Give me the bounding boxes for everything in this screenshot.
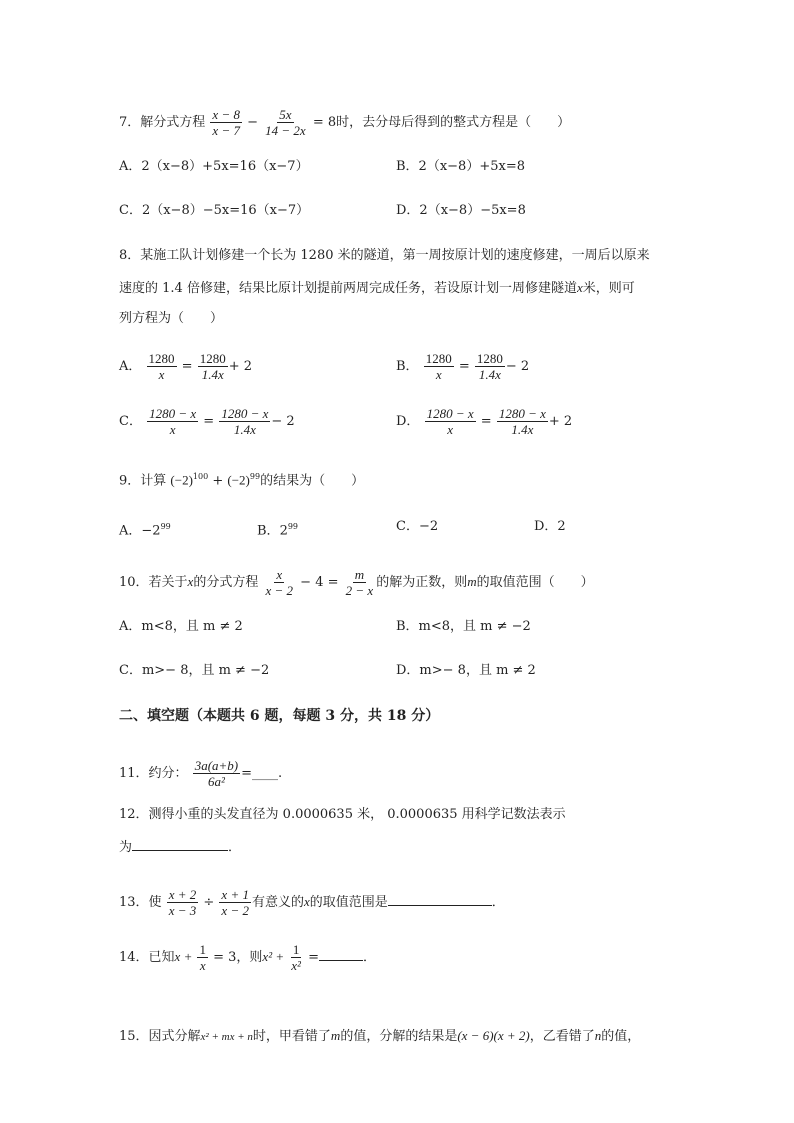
q10-option-a: A．m<8，且 m ≠ 2 <box>119 619 243 634</box>
q9-option-a: A．$-2^{99}$ <box>119 522 171 539</box>
q7-fraction-2: $\frac{5x}{14 - 2x}$ <box>265 107 306 138</box>
question-13: 13．使 $\frac{x + 2}{x - 3}$ ÷ $\frac{x + 1}{x - 2}$ 有意义的x的取值范围是 ． <box>119 887 505 918</box>
q7-prefix: 7．解分式方程 <box>119 115 206 130</box>
question-11: 11．约分： $\frac{3a(a+b)}{\text{6a²}}$ =____. <box>119 758 283 789</box>
q13-answer-blank[interactable] <box>388 893 492 906</box>
q8-option-c: C． $\frac{1280 - x}{x}$ = $\frac{1280 - x}{1.4x}$ − 2 <box>119 406 295 437</box>
q7-option-b: B．2（x−8）+5x=8 <box>396 159 525 174</box>
section-2-heading: 二、填空题（本题共 6 题，每题 3 分，共 18 分） <box>119 708 440 724</box>
q10-option-c: C．m>− 8，且 m ≠ −2 <box>119 663 270 678</box>
q10-option-d: D．m>− 8，且 m ≠ 2 <box>396 663 536 678</box>
q8-line-3: 列方程为（ ） <box>119 311 224 326</box>
q7-option-c: C．2（x−8）−5x=16（x−7） <box>119 203 310 218</box>
question-15: 15．因式分解x² + mx + n时，甲看错了m的值，分解的结果是(x − 6)(x + 2)，乙看错了n的值， <box>119 1028 641 1044</box>
q12-line-2: 为 ． <box>119 840 242 855</box>
q7-suffix: 时，去分母后得到的整式方程是（ ） <box>336 115 571 130</box>
question-14: 14．已知x + $\frac{1}{x}$ = 3，则x² + $\frac{1}{\text{x²}}$ = ． <box>119 942 376 973</box>
q8-line-2: 速度的 1.4 倍修建，结果比原计划提前两周完成任务，若设原计划一周修建隧道x米，则可 <box>119 280 635 296</box>
q14-answer-blank[interactable] <box>319 948 363 961</box>
q7-option-d: D．2（x−8）−5x=8 <box>396 203 526 218</box>
question-9: 9．计算 $(-2)^{100} + (-2)^{99}$的结果为（ ） <box>119 472 365 489</box>
q8-line-1: 8．某施工队计划修建一个长为 1280 米的隧道，第一周按原计划的速度修建，一周后以原来 <box>119 248 650 263</box>
q8-option-b: B． $\frac{1280}{x}$ = $\frac{1280}{1.4x}$ − 2 <box>396 351 530 382</box>
q7-fraction-1: $\frac{x - 8}{x - 7}$ <box>212 107 240 138</box>
q10-option-b: B．m<8，且 m ≠ −2 <box>396 619 531 634</box>
question-10: 10．若关于x的分式方程 $\frac{x}{x - 2}$ − 4 = $\frac{m}{2 - x}$ 的解为正数，则m的取值范围（ ） <box>119 567 594 598</box>
question-7: 7．解分式方程 $\frac{x - 8}{x - 7}$ − $\frac{5x}{14 - 2x}$ = 8时，去分母后得到的整式方程是（ ） <box>119 107 571 138</box>
q9-option-c: C．−2 <box>396 519 439 534</box>
q7-option-a: A．2（x−8）+5x=16（x−7） <box>119 159 309 174</box>
q9-option-b: B．$2^{99}$ <box>257 522 299 539</box>
q8-option-d: D． $\frac{1280 - x}{x}$ = $\frac{1280 - x}{1.4x}$ + 2 <box>396 406 573 437</box>
q9-option-d: D．2 <box>534 519 566 534</box>
q12-answer-blank[interactable] <box>132 838 228 851</box>
q12-line-1: 12．测得小重的头发直径为 0.0000635 米， 0.0000635 用科学记数法表示 <box>119 807 566 822</box>
q8-option-a: A． $\frac{1280}{x}$ = $\frac{1280}{1.4x}$ + 2 <box>119 351 253 382</box>
